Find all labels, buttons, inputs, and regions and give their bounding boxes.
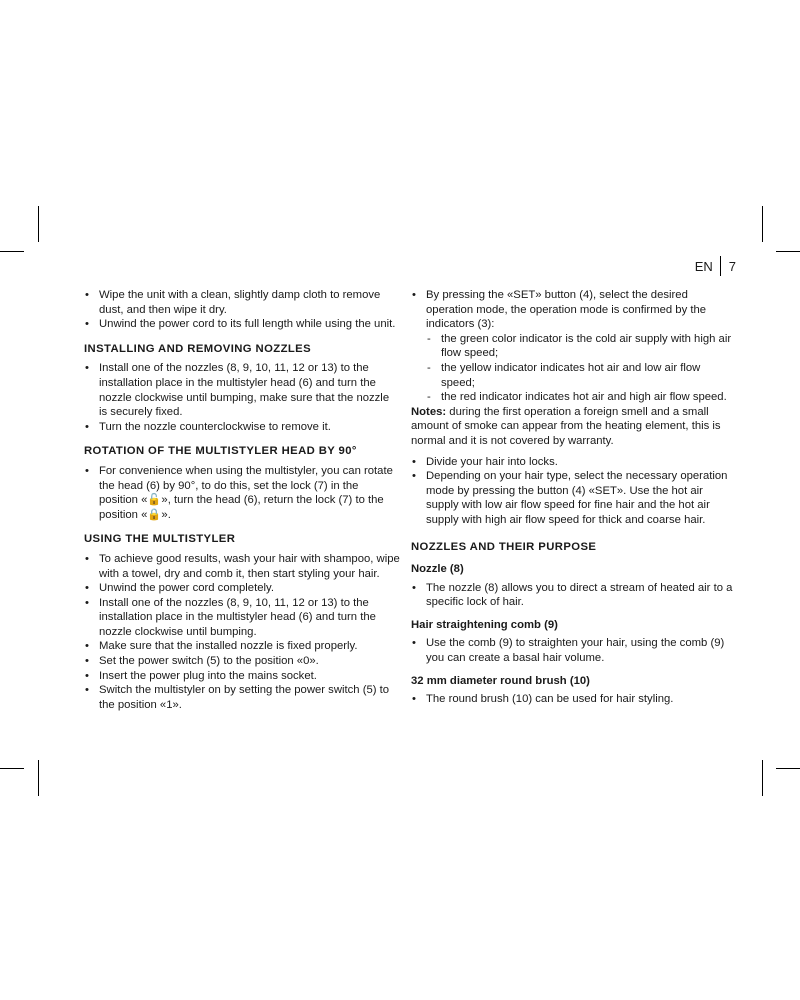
list-item: • The round brush (10) can be used for hair styling. xyxy=(411,692,736,707)
header-divider xyxy=(720,256,721,276)
nozzle-list xyxy=(411,581,736,610)
section-heading: USING THE MULTISTYLER xyxy=(84,533,236,546)
crop-mark xyxy=(762,206,763,242)
list-item: • Make sure that the installed nozzle is fixed properly. xyxy=(84,639,400,654)
left-column xyxy=(84,288,400,712)
list-item: • Install one of the nozzles (8, 9, 10, 11, 12 or 13) to the installation place in the multistyler head (6) and turn the nozzle clockwise until bumping, make sure that the nozzle is securely fixed. xyxy=(84,361,400,419)
nozzle-install-list xyxy=(84,361,400,434)
list-item: • Insert the power plug into the mains socket. xyxy=(84,669,400,684)
indicator-item: - the green color indicator is the cold air supply with high air flow speed; xyxy=(411,332,736,361)
section-heading: INSTALLING AND REMOVING NOZZLES xyxy=(84,342,312,355)
list-item xyxy=(411,288,736,405)
indicator-item: - the red indicator indicates hot air and high air flow speed. xyxy=(411,390,736,405)
list-item: • Turn the nozzle counterclockwise to remove it. xyxy=(84,420,400,435)
list-item: • Depending on your hair type, select the necessary operation mode by pressing the button (4) «SET». Use the hot air supply with low air flow speed for fine hair and the hot air supply with high air flow speed for thick and coarse hair. xyxy=(411,469,736,527)
indicator-list xyxy=(411,332,736,405)
section-heading: NOZZLES AND THEIR PURPOSE xyxy=(411,540,597,553)
nozzle-subheading: Nozzle (8) xyxy=(411,563,464,576)
list-item: • Switch the multistyler on by setting the power switch (5) to the position «1». xyxy=(84,683,400,712)
brush-subheading: 32 mm diameter round brush (10) xyxy=(411,674,590,687)
crop-mark xyxy=(776,768,800,769)
list-item: • Install one of the nozzles (8, 9, 10, 11, 12 or 13) to the installation place in the multistyler head (6) and turn the nozzle clockwise until bumping. xyxy=(84,596,400,640)
crop-mark xyxy=(0,251,24,252)
crop-mark xyxy=(776,251,800,252)
list-item: • Unwind the power cord to its full length while using the unit. xyxy=(84,317,400,332)
page-header xyxy=(695,256,736,276)
list-item: • Divide your hair into locks. xyxy=(411,455,736,470)
right-column xyxy=(411,288,736,707)
notes-paragraph xyxy=(411,405,736,449)
hair-list xyxy=(411,455,736,528)
language-code: EN xyxy=(694,258,713,274)
indicator-item: - the yellow indicator indicates hot air and low air flow speed; xyxy=(411,361,736,390)
comb-subheading: Hair straightening comb (9) xyxy=(411,618,558,631)
list-item: • Wipe the unit with a clean, slightly damp cloth to remove dust, and then wipe it dry. xyxy=(84,288,400,317)
notes-label: Notes: xyxy=(411,405,447,418)
list-item: • Unwind the power cord completely. xyxy=(84,581,400,596)
brush-list xyxy=(411,692,736,707)
list-item: • For convenience when using the multistyler, you can rotate the head (6) by 90°, to do this, set the lock (7) in the position «🔓», turn the head (6), return the lock (7) to the position «🔒». xyxy=(84,464,400,522)
mode-list xyxy=(411,288,736,405)
notes-text: during the first operation a foreign smell and a small amount of smoke can appear from the heating element, this is normal and it is not covered by warranty. xyxy=(411,405,721,447)
intro-list xyxy=(84,288,400,332)
list-item: • To achieve good results, wash your hair with shampoo, wipe with a towel, dry and comb it, then start styling your hair. xyxy=(84,552,400,581)
section-heading: ROTATION OF THE MULTISTYLER HEAD BY 90° xyxy=(84,445,357,458)
crop-mark xyxy=(0,768,24,769)
crop-mark xyxy=(38,206,39,242)
comb-list xyxy=(411,636,736,665)
set-mode-text: By pressing the «SET» button (4), select the desired operation mode, the operation mode is confirmed by the indicators (3): xyxy=(426,289,707,331)
crop-mark xyxy=(762,760,763,796)
usage-list xyxy=(84,552,400,713)
list-item: • Set the power switch (5) to the position «0». xyxy=(84,654,400,669)
list-item: • Use the comb (9) to straighten your hair, using the comb (9) you can create a basal hair volume. xyxy=(411,636,736,665)
crop-mark xyxy=(38,760,39,796)
page-number: 7 xyxy=(728,258,736,274)
rotation-list xyxy=(84,464,400,522)
list-item: • The nozzle (8) allows you to direct a stream of heated air to a specific lock of hair. xyxy=(411,581,736,610)
